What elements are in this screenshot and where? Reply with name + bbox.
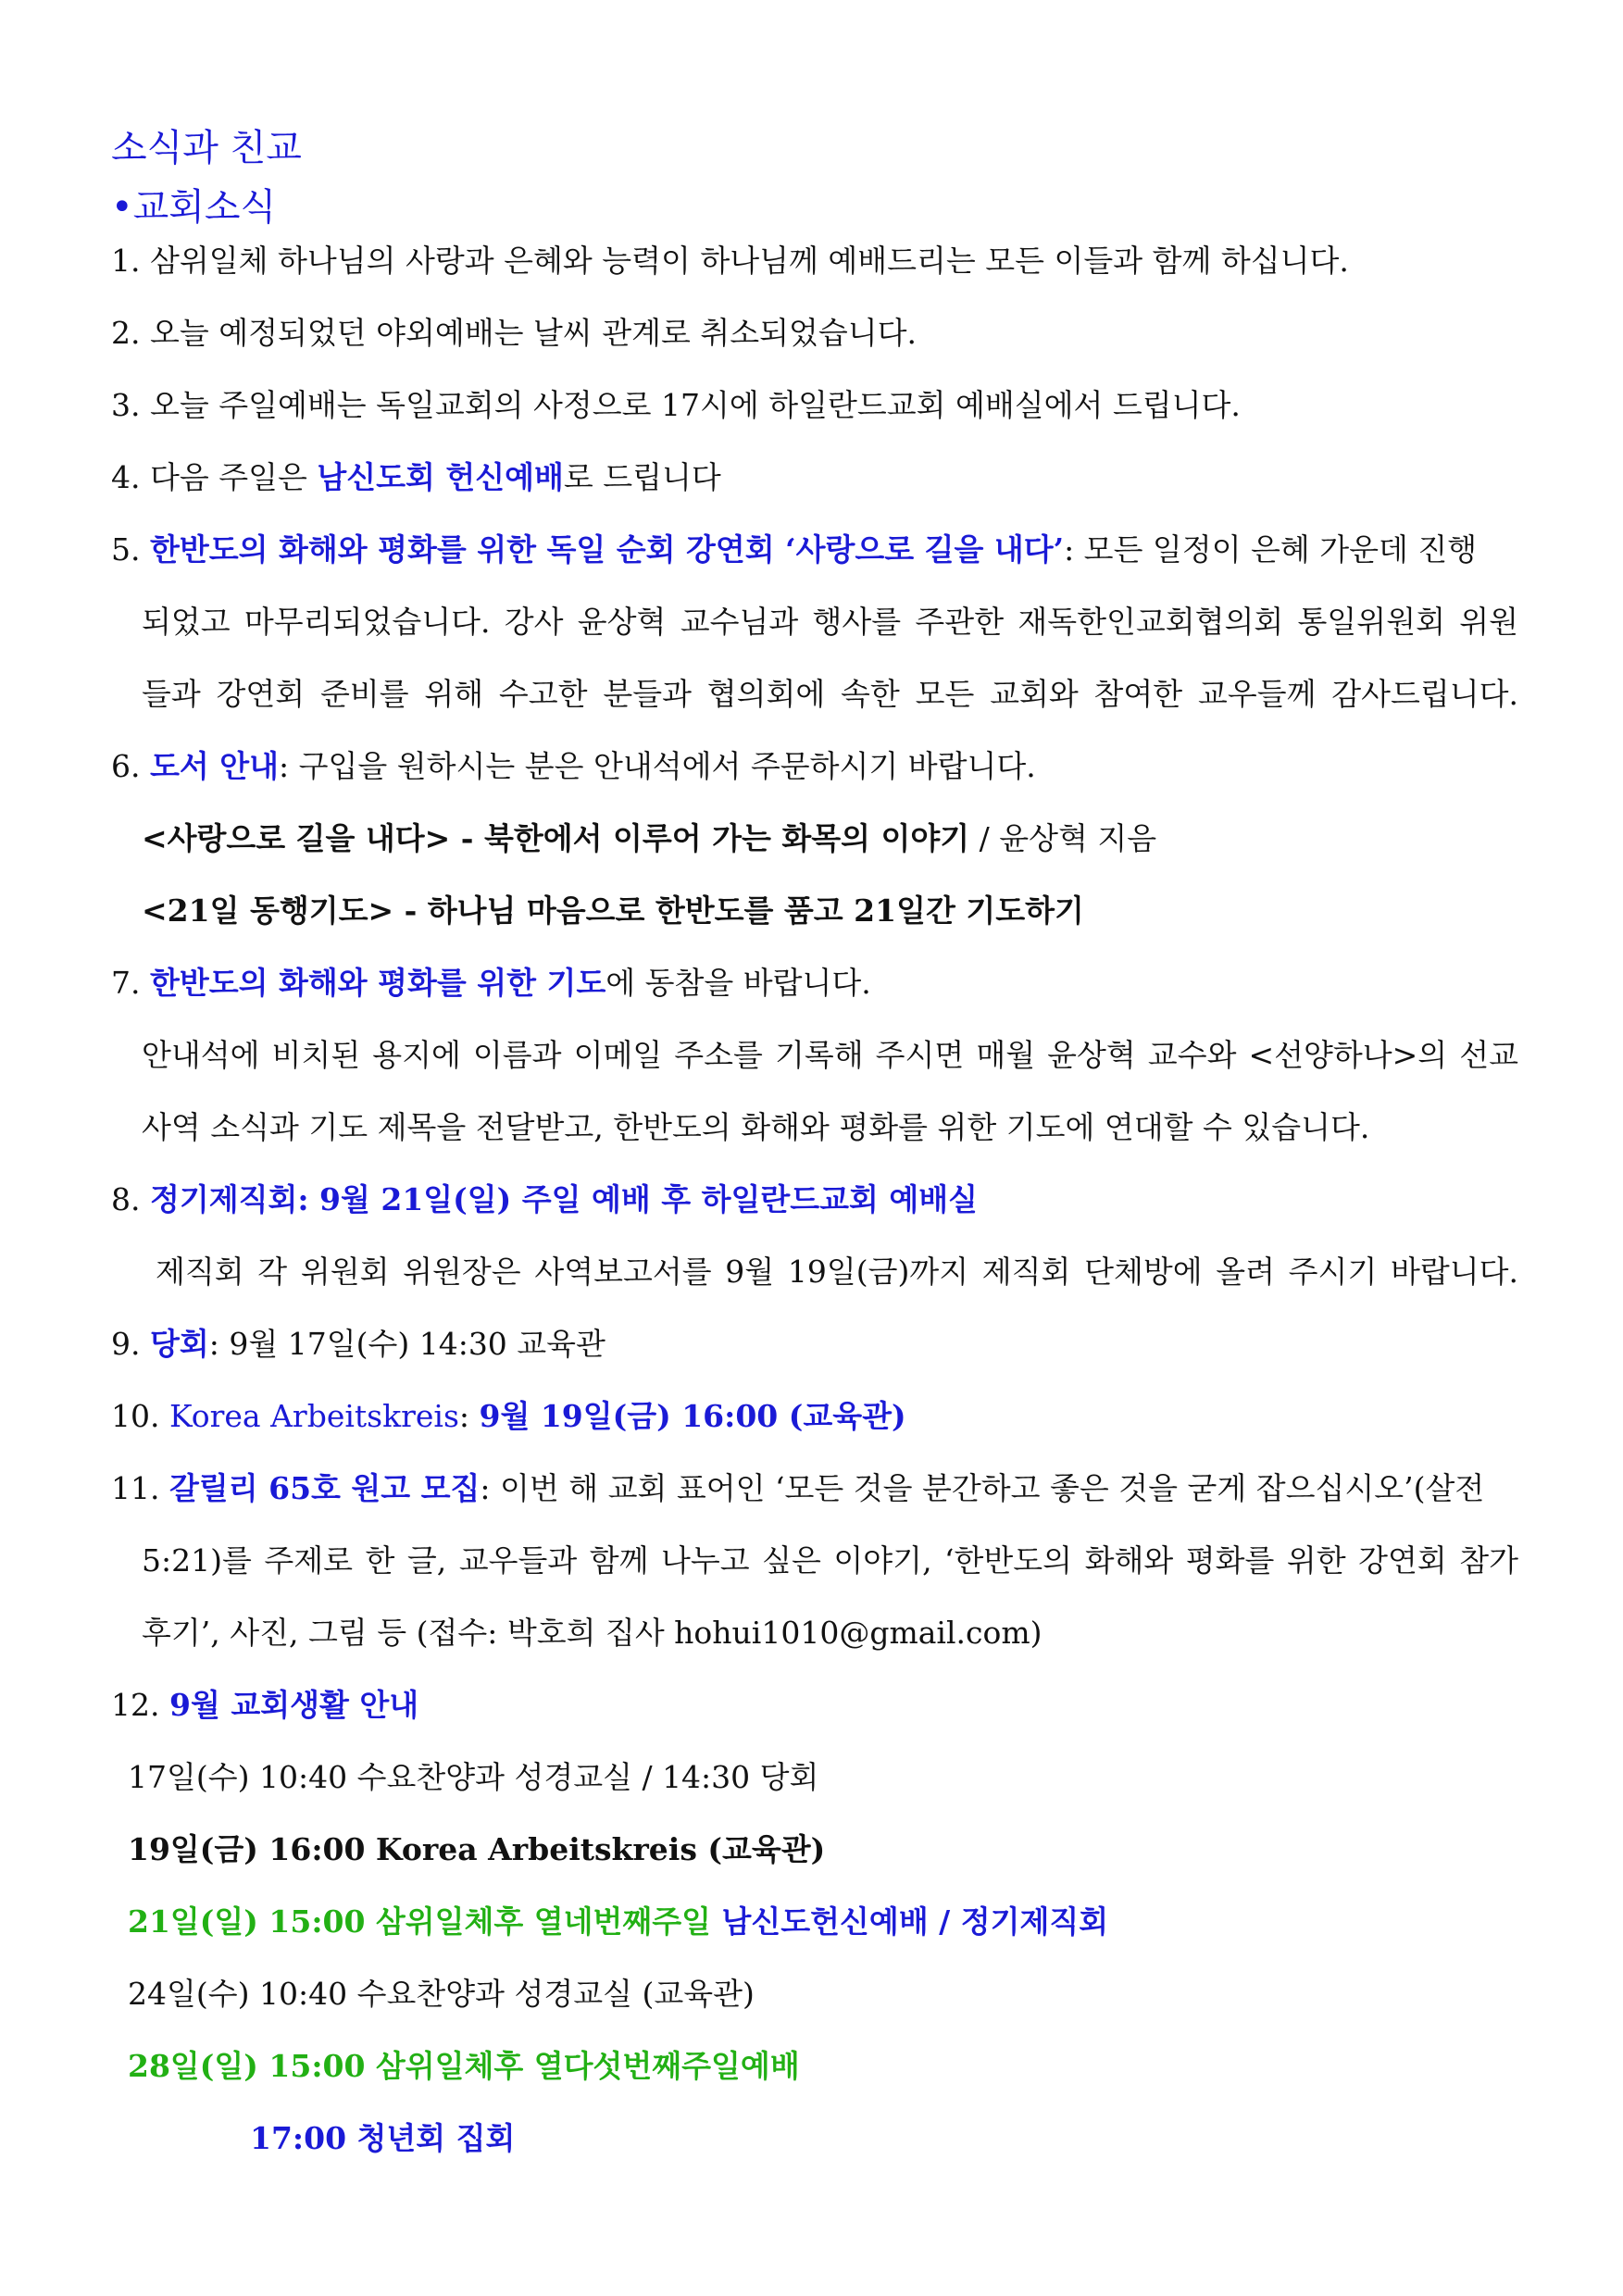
news-item-6 — [111, 748, 1518, 785]
news-item-10 — [111, 1398, 1518, 1435]
item-7-highlight: 한반도의 화해와 평화를 위한 기도 — [149, 965, 606, 1001]
schedule-item-4: 24일(수) 10:40 수요찬양과 성경교실 (교육관) — [128, 1976, 755, 2012]
book-2: <21일 동행기도> - 하나님 마음으로 한반도를 품고 21일간 기도하기 — [142, 892, 1084, 929]
item-11-number: 11. — [111, 1470, 169, 1506]
news-item-8-line-2: 제직회 각 위원회 위원장은 사역보고서를 9월 19일(금)까지 제직회 단체방에 올려 주시기 바랍니다. — [156, 1254, 1518, 1290]
schedule-item-3 — [128, 1903, 1535, 1940]
news-item-5 — [111, 531, 1518, 568]
item-6-number: 6. — [111, 748, 150, 784]
schedule-item-3-events: 남신도헌신예배 / 정기제직회 — [721, 1903, 1109, 1940]
book-1 — [142, 820, 1549, 857]
schedule-item-3-date: 21일(일) 15:00 삼위일체후 열네번째주일 — [128, 1903, 722, 1940]
schedule-item-6: 17:00 청년회 집회 — [250, 2120, 516, 2156]
news-item-8 — [111, 1181, 1518, 1218]
item-6-text: : 구입을 원하시는 분은 안내석에서 주문하시기 바랍니다. — [279, 748, 1036, 784]
news-item-11-line-3: 후기’, 사진, 그림 등 (접수: 박호희 집사 hohui1010@gmail.com) — [142, 1615, 1042, 1651]
news-item-9 — [111, 1326, 1518, 1363]
item-9-number: 9. — [111, 1326, 150, 1362]
item-8-number: 8. — [111, 1181, 150, 1217]
item-5-number: 5. — [111, 531, 150, 568]
item-4-highlight: 남신도회 헌신예배 — [317, 459, 564, 495]
item-10-number: 10. — [111, 1398, 169, 1434]
news-item-4 — [111, 459, 1518, 496]
item-8-highlight: 정기제직회: 9월 21일(일) 주일 예배 후 하일란드교회 예배실 — [149, 1181, 979, 1217]
schedule-item-5: 28일(일) 15:00 삼위일체후 열다섯번째주일예배 — [128, 2048, 800, 2084]
book-1-author: / 윤상혁 지음 — [969, 820, 1157, 856]
section-title: 소식과 친교 — [111, 127, 302, 169]
item-12-highlight: 9월 교회생활 안내 — [169, 1687, 419, 1723]
item-10-separator: : — [458, 1398, 480, 1434]
item-11-highlight: 갈릴리 65호 원고 모집 — [169, 1470, 481, 1506]
item-10-highlight-2: 9월 19일(금) 16:00 (교육관) — [479, 1398, 906, 1434]
item-9-highlight: 당회 — [149, 1326, 209, 1362]
news-item-5-line-2: 되었고 마무리되었습니다. 강사 윤상혁 교수님과 행사를 주관한 재독한인교회협의회 통일위원회 위원 — [142, 604, 1518, 640]
item-4-suffix: 로 드립니다 — [563, 459, 721, 495]
item-6-highlight: 도서 안내 — [149, 748, 279, 784]
news-item-2: 2. 오늘 예정되었던 야외예배는 날씨 관계로 취소되었습니다. — [111, 315, 917, 351]
item-10-highlight-1: Korea Arbeitskreis — [169, 1398, 459, 1434]
news-item-12 — [111, 1687, 1518, 1724]
item-4-prefix: 4. 다음 주일은 — [111, 459, 318, 495]
news-item-11-line-2: 5:21)를 주제로 한 글, 교우들과 함께 나누고 싶은 이야기, ‘한반도의 화해와 평화를 위한 강연회 참가 — [142, 1542, 1518, 1578]
schedule-item-1: 17일(수) 10:40 수요찬양과 성경교실 / 14:30 당회 — [128, 1759, 819, 1795]
news-item-3: 3. 오늘 주일예배는 독일교회의 사정으로 17시에 하일란드교회 예배실에서 드립니다. — [111, 387, 1241, 423]
schedule-item-2: 19일(금) 16:00 Korea Arbeitskreis (교육관) — [128, 1831, 826, 1867]
item-5-text: : 모든 일정이 은혜 가운데 진행 — [1064, 531, 1478, 568]
item-7-number: 7. — [111, 965, 150, 1001]
book-1-title: <사랑으로 길을 내다> - 북한에서 이루어 가는 화목의 이야기 — [142, 820, 970, 856]
news-item-5-line-3: 들과 강연회 준비를 위해 수고한 분들과 협의회에 속한 모든 교회와 참여한 교우들께 감사드립니다. — [142, 676, 1518, 712]
item-5-highlight: 한반도의 화해와 평화를 위한 독일 순회 강연회 ‘사랑으로 길을 내다’ — [149, 531, 1065, 568]
item-12-number: 12. — [111, 1687, 169, 1723]
item-7-text: 에 동참을 바랍니다. — [606, 965, 871, 1001]
news-item-1: 1. 삼위일체 하나님의 사랑과 은혜와 능력이 하나님께 예배드리는 모든 이들과 함께 하십니다. — [111, 243, 1349, 279]
news-item-11 — [111, 1470, 1518, 1507]
item-9-text: : 9월 17일(수) 14:30 교육관 — [208, 1326, 606, 1362]
news-item-7-line-3: 사역 소식과 기도 제목을 전달받고, 한반도의 화해와 평화를 위한 기도에 연대할 수 있습니다. — [142, 1109, 1370, 1145]
news-item-7 — [111, 965, 1518, 1002]
item-11-text: : 이번 해 교회 표어인 ‘모든 것을 분간하고 좋은 것을 굳게 잡으십시오’(살전 — [480, 1470, 1485, 1506]
subsection-title: •교회소식 — [111, 186, 277, 229]
news-item-7-line-2: 안내석에 비치된 용지에 이름과 이메일 주소를 기록해 주시면 매월 윤상혁 교수와 <선양하나>의 선교 — [142, 1037, 1518, 1073]
